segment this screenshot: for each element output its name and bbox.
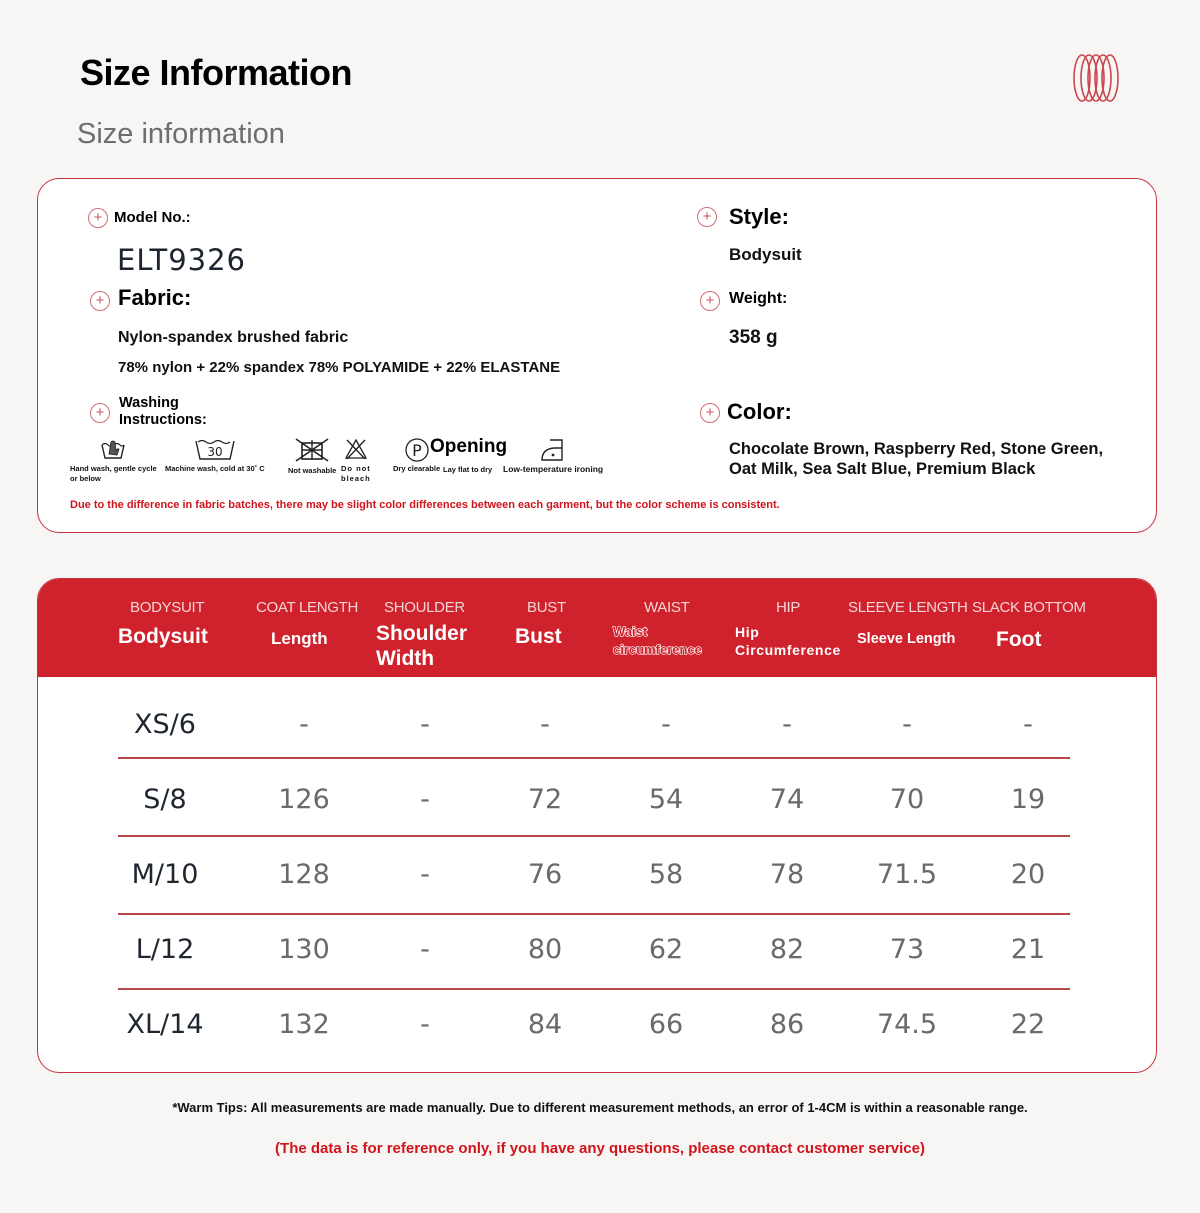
color-disclaimer: Due to the difference in fabric batches, there may be slight color differences between each garment, but the color scheme is consistent. xyxy=(70,499,780,511)
measurement-cell: - xyxy=(902,709,912,740)
measurement-cell: - xyxy=(420,709,430,740)
column-header: WAIST Waist circumference xyxy=(613,599,702,657)
plus-circle-icon: + xyxy=(90,403,110,423)
wash-item: 30 Machine wash, cold at 30˚ C xyxy=(165,437,265,474)
measurement-cell: - xyxy=(420,859,430,890)
column-header: COAT LENGTH Length xyxy=(256,599,358,648)
size-table xyxy=(37,578,1157,1073)
column-header: BUST Bust xyxy=(515,599,566,648)
measurement-cell: 19 xyxy=(1010,784,1046,815)
measurement-cell: 74 xyxy=(769,784,805,815)
table-row xyxy=(38,934,1156,974)
svg-text:30: 30 xyxy=(207,445,223,459)
row-divider xyxy=(118,835,1070,837)
measurement-cell: 73 xyxy=(889,934,925,965)
washing-label: Washing Instructions: xyxy=(119,395,207,428)
washing-instructions xyxy=(68,437,668,487)
model-value: ELT9326 xyxy=(117,243,247,277)
measurement-cell: - xyxy=(540,709,550,740)
measurement-cell: 82 xyxy=(769,934,805,965)
fabric-value: Nylon-spandex brushed fabric xyxy=(118,329,349,346)
fabric-label: Fabric: xyxy=(118,285,192,310)
machine-wash-30-icon xyxy=(193,437,237,461)
svg-text:P: P xyxy=(411,441,422,460)
plus-circle-icon: + xyxy=(700,403,720,423)
table-row xyxy=(38,1009,1156,1049)
table-row xyxy=(38,859,1156,899)
size-label: XS/6 xyxy=(134,709,196,740)
model-label: Model No.: xyxy=(114,209,191,226)
measurement-cell: 74.5 xyxy=(876,1009,938,1040)
wash-item: Low-temperature ironing xyxy=(503,437,603,474)
measurement-cell: 62 xyxy=(648,934,684,965)
color-value: Chocolate Brown, Raspberry Red, Stone Green, Oat Milk, Sea Salt Blue, Premium Black xyxy=(729,440,1104,478)
page-subtitle: Size information xyxy=(77,118,285,150)
column-header: HIP Hip Circumference xyxy=(735,599,841,658)
measurement-cell: 20 xyxy=(1010,859,1046,890)
column-header: SLEEVE LENGTH Sleeve Length xyxy=(848,599,968,647)
lay-flat-caption: Lay flat to dry xyxy=(443,465,493,474)
measurement-cell: 76 xyxy=(527,859,563,890)
measurement-cell: 78 xyxy=(769,859,805,890)
measurement-cell: 126 xyxy=(278,784,330,815)
style-value: Bodysuit xyxy=(729,245,802,264)
fabric-composition: 78% nylon + 22% spandex 78% POLYAMIDE + 22% ELASTANE xyxy=(118,359,561,376)
size-label: L/12 xyxy=(135,934,195,965)
measurement-cell: 70 xyxy=(889,784,925,815)
do-not-bleach-icon xyxy=(343,437,369,461)
measurement-cell: - xyxy=(420,784,430,815)
plus-circle-icon: + xyxy=(90,291,110,311)
column-header: SLACK BOTTOM Foot xyxy=(972,599,1086,651)
measurement-cell: 21 xyxy=(1010,934,1046,965)
measurement-cell: - xyxy=(420,1009,430,1040)
size-label: XL/14 xyxy=(126,1009,204,1040)
size-label: M/10 xyxy=(131,859,199,890)
wash-item: Do not bleach xyxy=(341,437,371,484)
plus-circle-icon: + xyxy=(700,291,720,311)
hand-wash-icon xyxy=(99,437,127,461)
table-header xyxy=(38,579,1156,677)
column-header: BODYSUIT Bodysuit xyxy=(118,599,208,648)
plus-circle-icon: + xyxy=(697,207,717,227)
do-not-tumble-icon xyxy=(294,437,330,463)
wash-item: Hand wash, gentle cycle or below xyxy=(70,437,157,484)
low-temp-iron-icon xyxy=(538,437,568,463)
measurement-cell: - xyxy=(420,934,430,965)
table-row xyxy=(38,709,1156,749)
coil-rings-icon xyxy=(1070,52,1122,104)
column-header: SHOULDER Shoulder Width xyxy=(376,599,468,670)
measurement-cell: 128 xyxy=(278,859,330,890)
row-divider xyxy=(118,913,1070,915)
measurement-cell: - xyxy=(1023,709,1033,740)
product-info-card xyxy=(37,178,1157,533)
style-label: Style: xyxy=(729,204,789,229)
measurement-cell: 58 xyxy=(648,859,684,890)
measurement-cell: - xyxy=(299,709,309,740)
measurement-cell: 54 xyxy=(648,784,684,815)
row-divider xyxy=(118,988,1070,990)
table-row xyxy=(38,784,1156,824)
measurement-cell: 80 xyxy=(527,934,563,965)
measurement-cell: 84 xyxy=(527,1009,563,1040)
row-divider xyxy=(118,757,1070,759)
measurement-cell: 132 xyxy=(278,1009,330,1040)
measurement-cell: 72 xyxy=(527,784,563,815)
plus-circle-icon: + xyxy=(88,208,108,228)
measurement-cell: - xyxy=(661,709,671,740)
measurement-cell: 66 xyxy=(648,1009,684,1040)
measurement-cell: 71.5 xyxy=(876,859,938,890)
measurement-cell: 22 xyxy=(1010,1009,1046,1040)
reference-note: (The data is for reference only, if you have any questions, please contact customer service) xyxy=(275,1140,925,1157)
measurement-cell: - xyxy=(782,709,792,740)
wash-item: P Dry clearable xyxy=(393,437,440,474)
color-label: Color: xyxy=(727,399,792,424)
weight-label: Weight: xyxy=(729,290,788,307)
size-label: S/8 xyxy=(143,784,187,815)
wash-item: Not washable xyxy=(288,437,336,476)
measurement-cell: 130 xyxy=(278,934,330,965)
page-title: Size Information xyxy=(80,52,353,93)
measurement-cell: 86 xyxy=(769,1009,805,1040)
warm-tips: *Warm Tips: All measurements are made manually. Due to different measurement methods, an error of 1-4CM is within a reasonable range. xyxy=(172,1100,1028,1115)
weight-value: 358 g xyxy=(729,327,778,348)
opening-label: Opening xyxy=(430,436,508,457)
dry-clean-p-icon xyxy=(403,437,431,463)
